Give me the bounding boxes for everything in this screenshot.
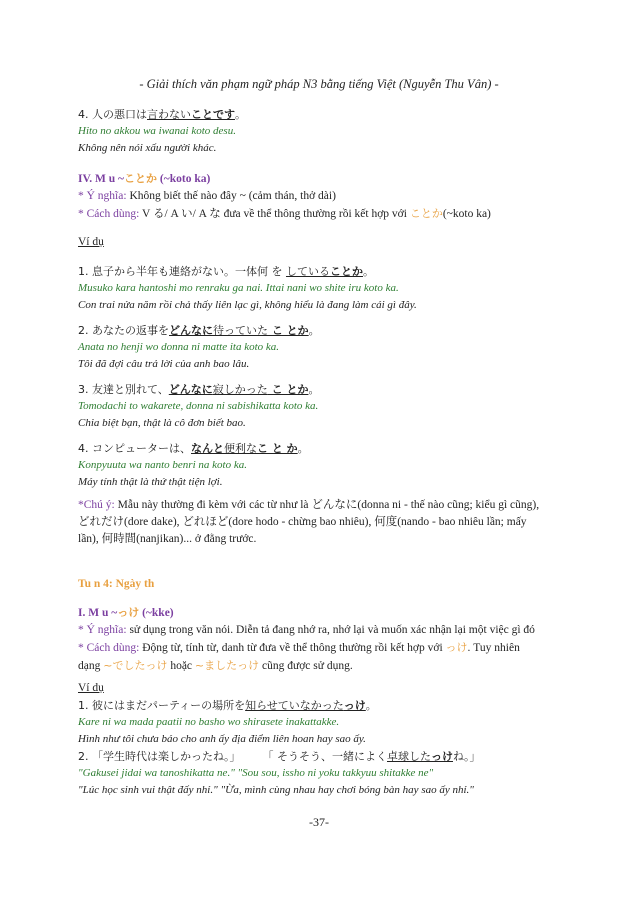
jp-underlined: 言わない bbox=[147, 108, 191, 121]
example-romaji: Kare ni wa mada paatii no basho wo shirasete inakattakke. bbox=[78, 716, 340, 728]
jp-text: 2. 「学生時代は楽しかったね。」 bbox=[78, 750, 241, 763]
usage-text: cũng được sử dụng. bbox=[259, 660, 353, 672]
usage-label: * Cách dùng: bbox=[78, 208, 140, 220]
jp-text: 2. あなたの返事を bbox=[78, 324, 169, 337]
usage-text: V る/ A い/ A な đưa về thể thông thường rồi kết hợp với bbox=[139, 208, 410, 220]
usage-text: (~koto ka) bbox=[442, 208, 491, 220]
title-text: IV. M u ~ bbox=[78, 173, 125, 185]
example-japanese bbox=[78, 106, 598, 123]
example-1 bbox=[78, 263, 598, 314]
title-text: (~kke) bbox=[139, 607, 174, 619]
example-japanese bbox=[78, 381, 598, 398]
example-japanese bbox=[78, 748, 598, 765]
example-vietnamese: Máy tính thật là thứ thật tiện lợi. bbox=[78, 476, 223, 488]
title-text: (~koto ka) bbox=[157, 173, 211, 185]
note-line-3: lần), 何時間(nanjikan)... ở đằng trước. bbox=[78, 533, 257, 545]
meaning-label: * Ý nghĩa: bbox=[78, 190, 127, 202]
page-header: - Giải thích văn phạm ngữ pháp N3 bằng tiếng Việt (Nguyễn Thu Vân) - bbox=[139, 77, 499, 91]
example-vietnamese: Con trai nửa năm rồi chả thấy liên lạc gì, không hiểu là đang làm cái gì đây. bbox=[78, 299, 417, 311]
title-jp: っけ bbox=[117, 606, 140, 619]
jp-text: 4. コンピューターは、 bbox=[78, 442, 191, 455]
jp-text: 。 bbox=[362, 265, 374, 278]
usage-label: * Cách dùng: bbox=[78, 642, 140, 654]
usage-line bbox=[78, 639, 598, 657]
example-4 bbox=[78, 440, 598, 491]
example-japanese bbox=[78, 263, 598, 280]
example-romaji: "Gakusei jidai wa tanoshikatta ne." "Sou sou, issho ni yoku takkyuu shitakke ne" bbox=[78, 767, 434, 779]
jp-underlined: 寂しかった bbox=[212, 383, 268, 396]
jp-grammar: ことです bbox=[191, 108, 235, 121]
jp-grammar: っけ bbox=[431, 750, 453, 763]
example-vietnamese: Chia biệt bạn, thật là cô đơn biết bao. bbox=[78, 417, 246, 429]
week-title: Tu n 4: Ngày th bbox=[78, 578, 155, 590]
usage-jp: ~ましたっけ bbox=[194, 659, 260, 672]
usage-line-2 bbox=[78, 657, 598, 675]
jp-underlined: 便利な bbox=[224, 442, 257, 455]
example-japanese bbox=[78, 440, 598, 457]
jp-text: 1. 彼にはまだパーティーの場所を bbox=[78, 699, 246, 712]
examples-label bbox=[78, 234, 598, 251]
jp-grammar: どんなに bbox=[168, 383, 213, 396]
jp-underlined: 卓球した bbox=[387, 750, 431, 763]
usage-text: . Tuy nhiên bbox=[467, 642, 520, 654]
example-vietnamese: "Lúc học sinh vui thật đấy nhỉ." "Ừa, mình cùng nhau hay chơi bóng bàn hay sao ấy nhỉ." bbox=[78, 784, 474, 796]
example-romaji: Konpyuuta wa nanto benri na koto ka. bbox=[78, 459, 247, 471]
section-i bbox=[78, 604, 598, 675]
jp-text: ね。」 bbox=[453, 750, 481, 763]
meaning-text: sử dụng trong văn nói. Diễn tả đang nhớ ra, nhớ lại và muốn xác nhận lại một việc gì đó bbox=[126, 624, 535, 636]
title-text: I. M u ~ bbox=[78, 607, 118, 619]
usage-text: dạng bbox=[78, 660, 104, 672]
usage-text: hoặc bbox=[167, 660, 195, 672]
example-vietnamese: Hình như tôi chưa báo cho anh ấy địa điểm liên hoan hay sao ấy. bbox=[78, 733, 366, 745]
jp-text: 1. 息子から半年も連絡がない。一体何 を bbox=[78, 265, 286, 278]
usage-jp: ことか bbox=[409, 207, 443, 220]
usage-line bbox=[78, 205, 598, 223]
jp-text: 。 bbox=[308, 383, 320, 396]
jp-grammar: っけ bbox=[343, 699, 366, 712]
week-heading bbox=[78, 576, 598, 593]
example-romaji: Musuko kara hantoshi mo renraku ga nai. Ittai nani wo shite iru koto ka. bbox=[78, 282, 399, 294]
example-2 bbox=[78, 322, 598, 373]
section-iv bbox=[78, 170, 598, 223]
section-i-examples bbox=[78, 680, 598, 799]
note-line-1 bbox=[78, 497, 598, 514]
usage-text: Động từ, tính từ, danh từ đưa về thể thông thường rồi kết hợp với bbox=[139, 642, 446, 654]
page-number: -37- bbox=[309, 815, 329, 829]
jp-underlined: している bbox=[285, 265, 330, 278]
note-text: Mẫu này thường đi kèm với các từ như là どんなに(donna ni - thế nào cũng; kiểu gì cũng), bbox=[114, 499, 540, 511]
jp-underlined: 知らせていなかった bbox=[245, 699, 344, 712]
meaning-label: * Ý nghĩa: bbox=[78, 624, 127, 636]
example-label: Ví dụ bbox=[78, 682, 104, 694]
jp-grammar: どんなに bbox=[169, 324, 213, 337]
meaning-line bbox=[78, 622, 598, 639]
example-japanese bbox=[78, 697, 598, 714]
jp-grammar: なんと bbox=[191, 442, 224, 455]
jp-grammar: こ とか bbox=[267, 383, 309, 396]
jp-grammar: こ とか bbox=[268, 324, 309, 337]
example-label: Ví dụ bbox=[78, 236, 104, 248]
jp-text: 3. 友達と別れて、 bbox=[78, 383, 169, 396]
jp-underlined: 待っていた bbox=[213, 324, 268, 337]
jp-text: 。 bbox=[297, 442, 309, 455]
example-romaji: Hito no akkou wa iwanai koto desu. bbox=[78, 125, 236, 137]
example-japanese bbox=[78, 322, 598, 339]
meaning-text: Không biết thế nào đây ~ (cảm thán, thở dài) bbox=[126, 190, 336, 202]
meaning-line bbox=[78, 188, 598, 205]
title-jp: ことか bbox=[124, 172, 158, 185]
usage-jp: っけ bbox=[445, 641, 468, 654]
example-romaji: Anata no henji wo donna ni matte ita koto ka. bbox=[78, 341, 280, 353]
example-vietnamese: Tôi đã đợi câu trả lời của anh bao lâu. bbox=[78, 358, 250, 370]
example-3 bbox=[78, 381, 598, 432]
example-4-top bbox=[78, 106, 598, 157]
example-vietnamese: Không nên nói xấu người khác. bbox=[78, 142, 217, 154]
jp-text: 。 bbox=[365, 699, 377, 712]
jp-text: 4. 人の悪口は bbox=[78, 108, 147, 121]
note-line-2: どれだけ(dore dake), どれほど(dore hodo - chừng bao nhiêu), 何度(nando - bao nhiêu lần; mấy bbox=[78, 516, 527, 528]
note-block bbox=[78, 497, 598, 548]
jp-grammar: こ と か bbox=[257, 442, 298, 455]
example-romaji: Tomodachi to wakarete, donna ni sabishikatta koto ka. bbox=[78, 400, 319, 412]
jp-text: 「 そうそう、一緒によく bbox=[262, 750, 387, 763]
note-label: *Chú ý: bbox=[78, 499, 115, 511]
section-title bbox=[78, 170, 598, 188]
jp-text: 。 bbox=[308, 324, 320, 337]
jp-text: 。 bbox=[235, 108, 246, 121]
section-title bbox=[78, 604, 598, 622]
jp-grammar: ことか bbox=[329, 265, 363, 278]
usage-jp: ~でしたっけ bbox=[103, 659, 168, 672]
